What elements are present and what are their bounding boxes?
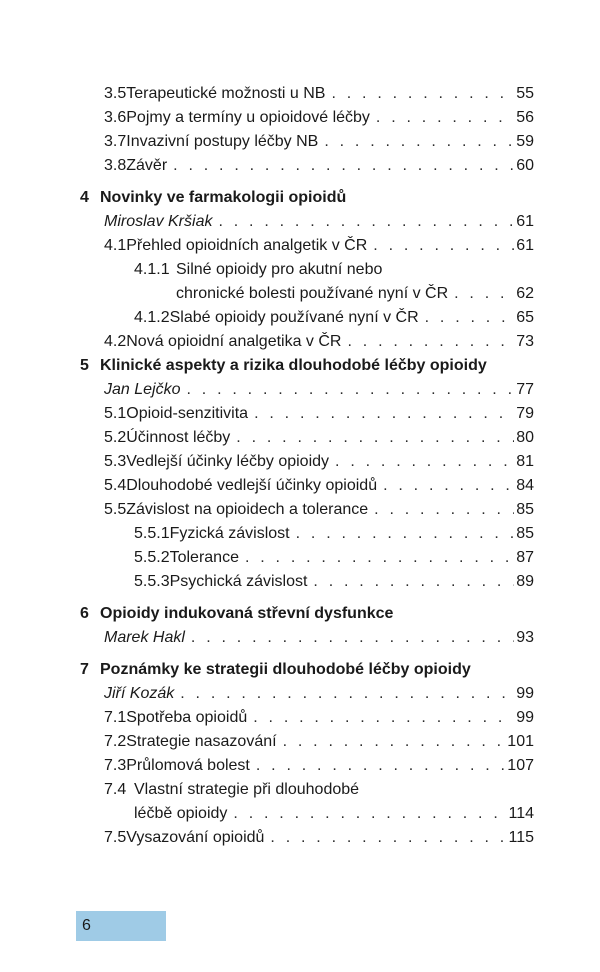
toc-entry-page: 84 [516,477,534,494]
toc-entry [134,546,534,570]
toc-entry-number: 5.5.3 [134,573,170,590]
toc-entry-title: Závislost na opioidech a tolerance [126,501,369,518]
toc-entry-title: Opioid-senzitivita [126,405,249,422]
toc-entry [104,498,534,522]
toc-entry-number: 6 [80,605,89,622]
toc-entry [104,450,534,474]
dot-leader [253,706,514,730]
toc-entry-number: 5 [80,357,89,374]
dot-leader [233,802,506,826]
toc-entry [134,306,534,330]
toc-entry-title: Fyzická závislost [169,525,290,542]
dot-leader [376,106,514,130]
toc-entry [104,754,534,778]
toc-entry-page: 56 [516,109,534,126]
toc-entry-page: 107 [507,757,534,774]
dot-leader [218,210,514,234]
toc-entry-title: Invazivní postupy léčby NB [126,133,319,150]
dot-leader [191,626,514,650]
toc-entry-number: 7.5 [104,829,127,846]
toc-entry-title: Pojmy a termíny u opioidové léčby [126,109,370,126]
toc-entry-page: 79 [516,405,534,422]
toc-entry-title: Opioidy indukovaná střevní dysfunkce [100,605,394,622]
toc-entry-number: 7 [80,661,89,678]
dot-leader [335,450,514,474]
dot-leader [270,826,506,850]
dot-leader [331,82,514,106]
toc-entry [176,282,534,306]
toc-entry-number: 3.7 [104,133,127,150]
toc-entry-title: Poznámky ke strategii dlouhodobé léčby opioidy [100,661,471,678]
toc-entry-author: Jan Lejčko [104,381,181,398]
toc-entry-page: 62 [516,285,534,302]
dot-leader [383,474,514,498]
toc-entry-page: 99 [516,685,534,702]
toc-entry-number: 4.1.1 [134,261,170,278]
toc-entry-number: 7.2 [104,733,127,750]
toc-entry-number: 5.5 [104,501,127,518]
toc-entry-number: 5.5.2 [134,549,170,566]
dot-leader [245,546,514,570]
dot-leader [374,498,514,522]
toc-entry-page: 99 [516,709,534,726]
toc-entry [104,474,534,498]
toc-entry-number: 7.1 [104,709,127,726]
toc-entry-number: 4 [80,189,89,206]
toc-entry-title: Klinické aspekty a rizika dlouhodobé léčby opioidy [100,357,487,374]
toc-entry-title: Terapeutické možnosti u NB [126,85,326,102]
dot-leader [454,282,514,306]
toc-entry [80,354,534,378]
toc-entry-title: Vedlejší účinky léčby opioidy [126,453,330,470]
toc-entry [104,154,534,178]
toc-entry-page: 55 [516,85,534,102]
toc-entry-page: 93 [516,629,534,646]
toc-entry-title: Dlouhodobé vedlejší účinky opioidů [126,477,378,494]
toc-entry-page: 61 [516,213,534,230]
toc-entry-number: 3.5 [104,85,127,102]
toc-entry [104,330,534,354]
toc-entry-title: Vlastní strategie při dlouhodobé [134,781,360,798]
dot-leader [324,130,514,154]
page-number: 6 [82,917,91,934]
toc-entry [104,378,534,402]
toc-entry-page: 85 [516,501,534,518]
toc-entry-title: léčbě opioidy [134,805,228,822]
toc-entry-title: Průlomová bolest [126,757,250,774]
toc-entry-title: Strategie nasazování [126,733,277,750]
toc-entry-number: 4.1.2 [134,309,170,326]
toc-entry [80,602,534,626]
toc-entry-page: 101 [507,733,534,750]
toc-entry-number: 5.2 [104,429,127,446]
toc-entry-page: 80 [516,429,534,446]
toc-entry-page: 87 [516,549,534,566]
toc-entry-page: 73 [516,333,534,350]
toc-entry-number: 3.6 [104,109,127,126]
toc-entry-title: Vysazování opioidů [126,829,265,846]
toc-entry-title: Tolerance [169,549,239,566]
dot-leader [256,754,505,778]
toc-entry [134,258,534,282]
toc-entry [104,234,534,258]
toc-entry-author: Marek Hakl [104,629,185,646]
toc-entry-page: 60 [516,157,534,174]
toc-entry-page: 59 [516,133,534,150]
toc-entry-title: Silné opioidy pro akutní nebo [176,261,383,278]
toc-entry [104,706,534,730]
toc-entry-page: 65 [516,309,534,326]
toc-entry-title: Psychická závislost [169,573,308,590]
toc-entry-number: 7.3 [104,757,127,774]
dot-leader [296,522,515,546]
toc-entry [104,82,534,106]
toc-entry-page: 85 [516,525,534,542]
toc-entry-page: 114 [508,805,534,822]
dot-leader [180,682,514,706]
toc-entry-number: 4.2 [104,333,127,350]
toc-entry-title: Účinnost léčby [126,429,231,446]
toc-entry-number: 5.1 [104,405,127,422]
toc-entry [104,730,534,754]
toc-entry [104,402,534,426]
toc-entry-author: Jiří Kozák [104,685,175,702]
toc-entry-author: Miroslav Kršiak [104,213,213,230]
toc-entry-title: Spotřeba opioidů [126,709,248,726]
toc-entry-number: 5.5.1 [134,525,170,542]
dot-leader [373,234,514,258]
toc-entry-page: 77 [516,381,534,398]
toc-entry-title: Slabé opioidy používané nyní v ČR [169,309,419,326]
toc-entry [104,210,534,234]
toc-entry [80,186,534,210]
toc-entry [104,778,534,802]
toc-entry-number: 5.3 [104,453,127,470]
toc-entry [104,426,534,450]
dot-leader [236,426,514,450]
toc-entry-title: Závěr [126,157,168,174]
toc-entry [134,522,534,546]
toc-entry-number: 4.1 [104,237,127,254]
dot-leader [347,330,514,354]
toc-entry-number: 5.4 [104,477,127,494]
toc-entry [104,106,534,130]
dot-leader [173,154,514,178]
toc-entry-title: Přehled opioidních analgetik v ČR [126,237,368,254]
page-number-box [76,911,166,941]
dot-leader [283,730,506,754]
toc-entry-page: 89 [516,573,534,590]
dot-leader [425,306,515,330]
toc-entry-page: 81 [516,453,534,470]
toc-entry [104,682,534,706]
toc-entry-page: 61 [516,237,534,254]
toc-entry-title: chronické bolesti používané nyní v ČR [176,285,449,302]
dot-leader [187,378,515,402]
dot-leader [254,402,514,426]
toc-entry [134,570,534,594]
toc-entry [104,626,534,650]
toc-entry-number: 3.8 [104,157,127,174]
toc-entry-title: Novinky ve farmakologii opioidů [100,189,347,206]
toc-entry-page: 115 [508,829,534,846]
toc-entry-title: Nová opioidní analgetika v ČR [126,333,342,350]
toc-entry [104,130,534,154]
toc-entry [134,802,534,826]
toc-entry [104,826,534,850]
toc-entry [80,658,534,682]
toc-entry-number: 7.4 [104,781,127,798]
dot-leader [313,570,514,594]
